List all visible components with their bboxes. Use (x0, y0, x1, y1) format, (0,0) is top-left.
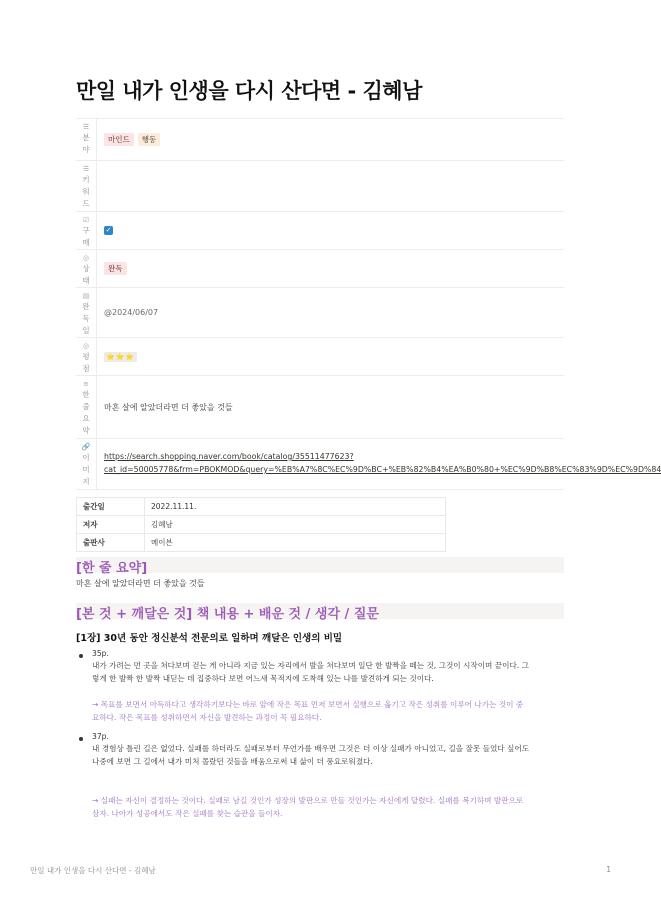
property-label: ≡ 한 줄 요 약 (76, 376, 97, 438)
page-number: 1 (606, 865, 611, 874)
status-badge[interactable]: 완독 (104, 262, 127, 275)
status-icon: ◎ (82, 254, 90, 262)
tag-mind[interactable]: 마인드 (104, 133, 134, 146)
image-url-line[interactable]: cat_id=50005778&frm=PBOKMOD&query=%EB%A7%8C%EC%9D%BC+%EB%82%B4%EA%B0%80+%EC%9D%B8%EC%83%9D%EC%9D%84 (104, 465, 661, 474)
quote-line: 내가 가려는 먼 곳을 쳐다보며 걷는 게 아니라 지금 있는 자리에서 발을 쳐다보며 일단 한 발짝을 떼는 것, 그것이 시작이며 끝이다. 그 (92, 661, 529, 670)
property-label: ☑ 구 매 (76, 212, 97, 249)
property-label: ◎ 상 태 (76, 250, 97, 287)
note-line: 삼자. 나아가 성공에서도 작은 실패를 찾는 습관을 들이자. (92, 809, 283, 818)
property-label: ☰ 분 야 (76, 119, 97, 160)
list-icon: ☰ (82, 123, 90, 131)
bullet-icon (79, 654, 83, 658)
text-icon: ≡ (83, 380, 89, 388)
property-purchase (76, 211, 564, 249)
footer-title: 만일 내가 인생을 다시 산다면 - 김혜남 (30, 866, 156, 875)
page-ref: 37p. (92, 732, 109, 741)
checkbox-icon: ☑ (82, 216, 90, 224)
property-keywords (76, 160, 564, 211)
quote-line: 렇게 한 발짝 한 발짝 내딛는 데 집중하다 보면 어느새 목적지에 도착해 있는 나를 발견하게 되는 것이다. (92, 674, 434, 683)
properties-table (76, 118, 661, 490)
property-value[interactable] (97, 250, 564, 287)
property-finished-date (76, 287, 564, 337)
list-icon: ☰ (82, 165, 90, 173)
image-link[interactable] (97, 439, 661, 489)
purchase-checkbox[interactable]: ✓ (105, 226, 112, 234)
property-summary (76, 375, 564, 438)
page-title: 만일 내가 인생을 다시 산다면 - 김혜남 (76, 79, 422, 103)
property-status (76, 249, 564, 287)
property-label: ▤ 완 독 일 (76, 288, 97, 337)
quote-line: 내 경험상 틀린 길은 없었다. 실패를 하더라도 실패로부터 무언가를 배우면 그것은 더 이상 실패가 아니었고, 길을 잘못 들었다 싶어도 (92, 744, 530, 753)
chapter-heading: [1장] 30년 동안 정신분석 전문의로 일하며 깨달은 인생의 비밀 (76, 633, 343, 644)
property-image (76, 438, 661, 490)
table-row (77, 498, 446, 516)
table-row (77, 516, 446, 534)
property-value[interactable] (97, 338, 564, 375)
table-row (77, 534, 446, 552)
page-ref: 35p. (92, 649, 109, 658)
property-genre (76, 118, 564, 160)
note-line: → 실패는 자신이 결정하는 것이다. 실패로 남길 것인가 성장의 발판으로 만들 것인가는 자신에게 달렸다. 실패를 복기하며 발판으로 (92, 796, 524, 805)
info-key: 저자 (77, 516, 145, 534)
info-key: 출판사 (77, 534, 145, 552)
info-value: 김혜남 (145, 516, 446, 534)
info-value: 2022.11.11. (145, 498, 446, 516)
property-label: ◎ 평 점 (76, 338, 97, 375)
calendar-icon: ▤ (82, 292, 90, 300)
bullet-icon (79, 737, 83, 741)
section-heading-notes: [본 것 + 깨달은 것] 책 내용 + 배운 것 / 생각 / 질문 (76, 607, 379, 622)
property-label: 🔗 이 미 지 (76, 439, 97, 489)
section-heading-summary: [한 줄 요약] (76, 561, 148, 576)
property-value (97, 212, 564, 249)
note-line: 요하다. 작은 목표를 성취하면서 자신을 발견하는 과정이 꼭 필요하다. (92, 713, 322, 722)
property-rating (76, 337, 564, 375)
heading-background (76, 557, 564, 573)
info-value: 메이븐 (145, 534, 446, 552)
image-url-line[interactable]: https://search.shopping.naver.com/book/catalog/35511477623? (104, 452, 354, 461)
summary-value[interactable]: 마흔 살에 알았더라면 더 좋았을 것들 (104, 402, 233, 412)
property-label: ☰ 키 워 드 (76, 161, 97, 211)
property-value[interactable] (97, 161, 564, 211)
info-key: 출간일 (77, 498, 145, 516)
status-icon: ◎ (82, 342, 90, 350)
note-line: → 목표를 보면서 아득하다고 생각하기보다는 바로 앞에 작은 목표 먼저 보면서 실행으로 옮기고 작은 성취를 이루어 나가는 것이 중 (92, 700, 524, 709)
summary-text: 마흔 살에 알았더라면 더 좋았을 것들 (76, 579, 205, 588)
finished-date[interactable]: @2024/06/07 (104, 308, 159, 317)
link-icon: 🔗 (81, 443, 91, 451)
book-info-table (76, 497, 446, 552)
quote-line: 나중에 보면 그 길에서 내가 미처 몰랐던 것들을 배움으로써 내 삶이 더 풍요로워졌다. (92, 757, 373, 766)
tag-action[interactable]: 행동 (138, 133, 161, 146)
rating-stars[interactable]: ⭐⭐⭐ (106, 352, 136, 361)
property-value[interactable] (97, 119, 564, 160)
